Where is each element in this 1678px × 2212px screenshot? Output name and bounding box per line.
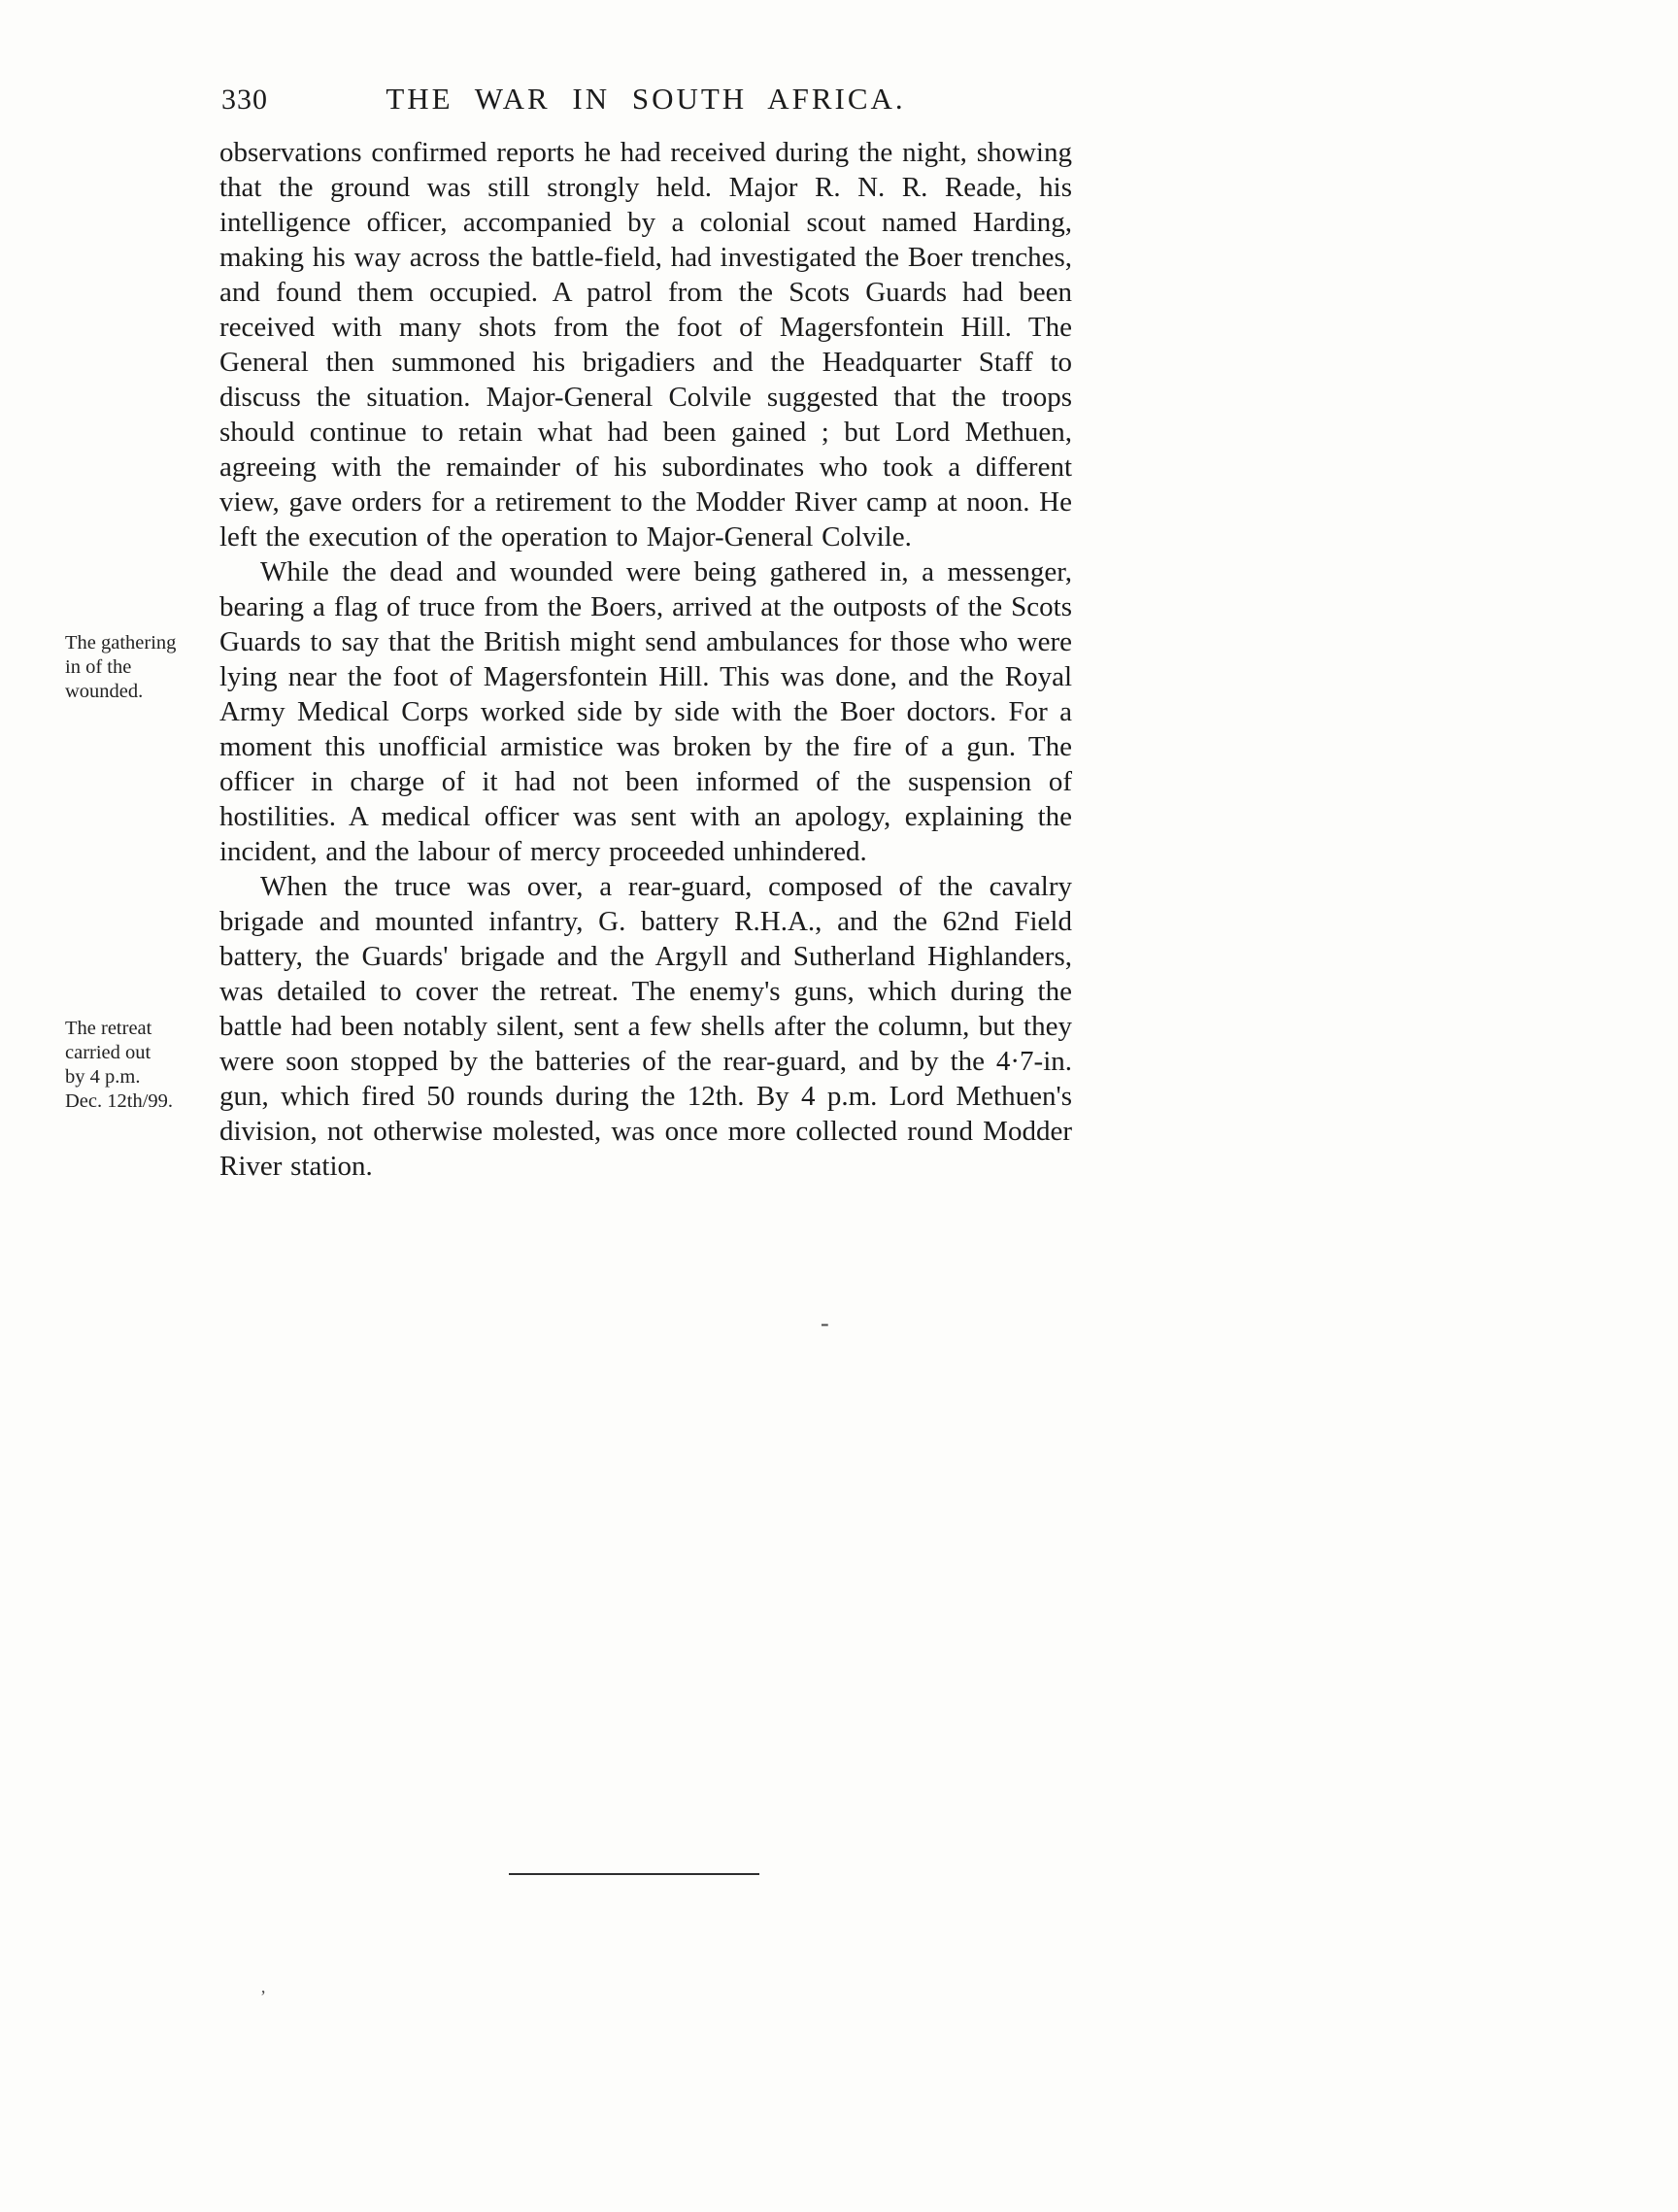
margin-note-retreat — [65, 1017, 213, 1114]
margin-note-gathering-wounded — [65, 631, 213, 704]
running-title: THE WAR IN SOUTH AFRICA. — [386, 82, 906, 116]
margin-note-line: carried out — [65, 1042, 151, 1063]
margin-note-line: wounded. — [65, 681, 144, 702]
margin-note-line: The gathering — [65, 632, 177, 654]
margin-note-line: in of the — [65, 656, 132, 678]
paragraph-gathering-wounded: While the dead and wounded were being gathered in, a messenger, bearing a flag of truce from the Boers, arrived at the outposts of the Scots Guards to say that the British might send ambulances for those who were lying near the foot of Magersfontein Hill. This was done, and the Royal Army Medical Corps worked side by side with the Boer doctors. For a moment this unofficial armistice was broken by the fire of a gun. The officer in charge of it had not been informed of the suspension of hostilities. A medical officer was sent with an apology, explaining the incident, and the labour of mercy proceeded unhindered. — [219, 556, 1072, 867]
margin-note-line: by 4 p.m. — [65, 1066, 141, 1088]
paragraph-retreat: When the truce was over, a rear-guard, composed of the cavalry brigade and mounted infantry, G. battery R.H.A., and the 62nd Field battery, the Guards' brigade and the Argyll and Sutherland Highlanders, was detailed to cover the retreat. The enemy's guns, which during the battle had been notably silent, sent a few shells after the column, but they were soon stopped by the batteries of the rear-guard, and by the 4·7-in. gun, which fired 50 rounds during the 12th. By 4 p.m. Lord Methuen's division, not otherwise molested, was once more collected round Modder River station. — [219, 871, 1072, 1182]
body-text — [219, 135, 1072, 1184]
margin-note-line: The retreat — [65, 1018, 152, 1039]
stray-mark: ’ — [260, 1987, 266, 2006]
section-divider — [509, 1873, 759, 1875]
margin-note-line: Dec. 12th/99. — [65, 1090, 174, 1112]
stray-mark: - — [821, 1309, 829, 1337]
page-number: 330 — [221, 84, 268, 116]
paragraph-morning-reconnaissance: observations confirmed reports he had received during the night, showing that the ground was still strongly held. Major R. N. R. Reade, his intelligence officer, accompanied by a colonial scout named Harding, making his way across the battle-field, had investigated the Boer trenches, and found them occupied. A patrol from the Scots Guards had been received with many shots from the foot of Magersfontein Hill. The General then summoned his brigadiers and the Headquarter Staff to discuss the situation. Major-General Colvile suggested that the troops should continue to retain what had been gained ; but Lord Methuen, agreeing with the remainder of his subordinates who took a different view, gave orders for a retirement to the Modder River camp at noon. He left the execution of the operation to Major-General Colvile. — [219, 137, 1072, 553]
page-header — [219, 82, 1072, 122]
